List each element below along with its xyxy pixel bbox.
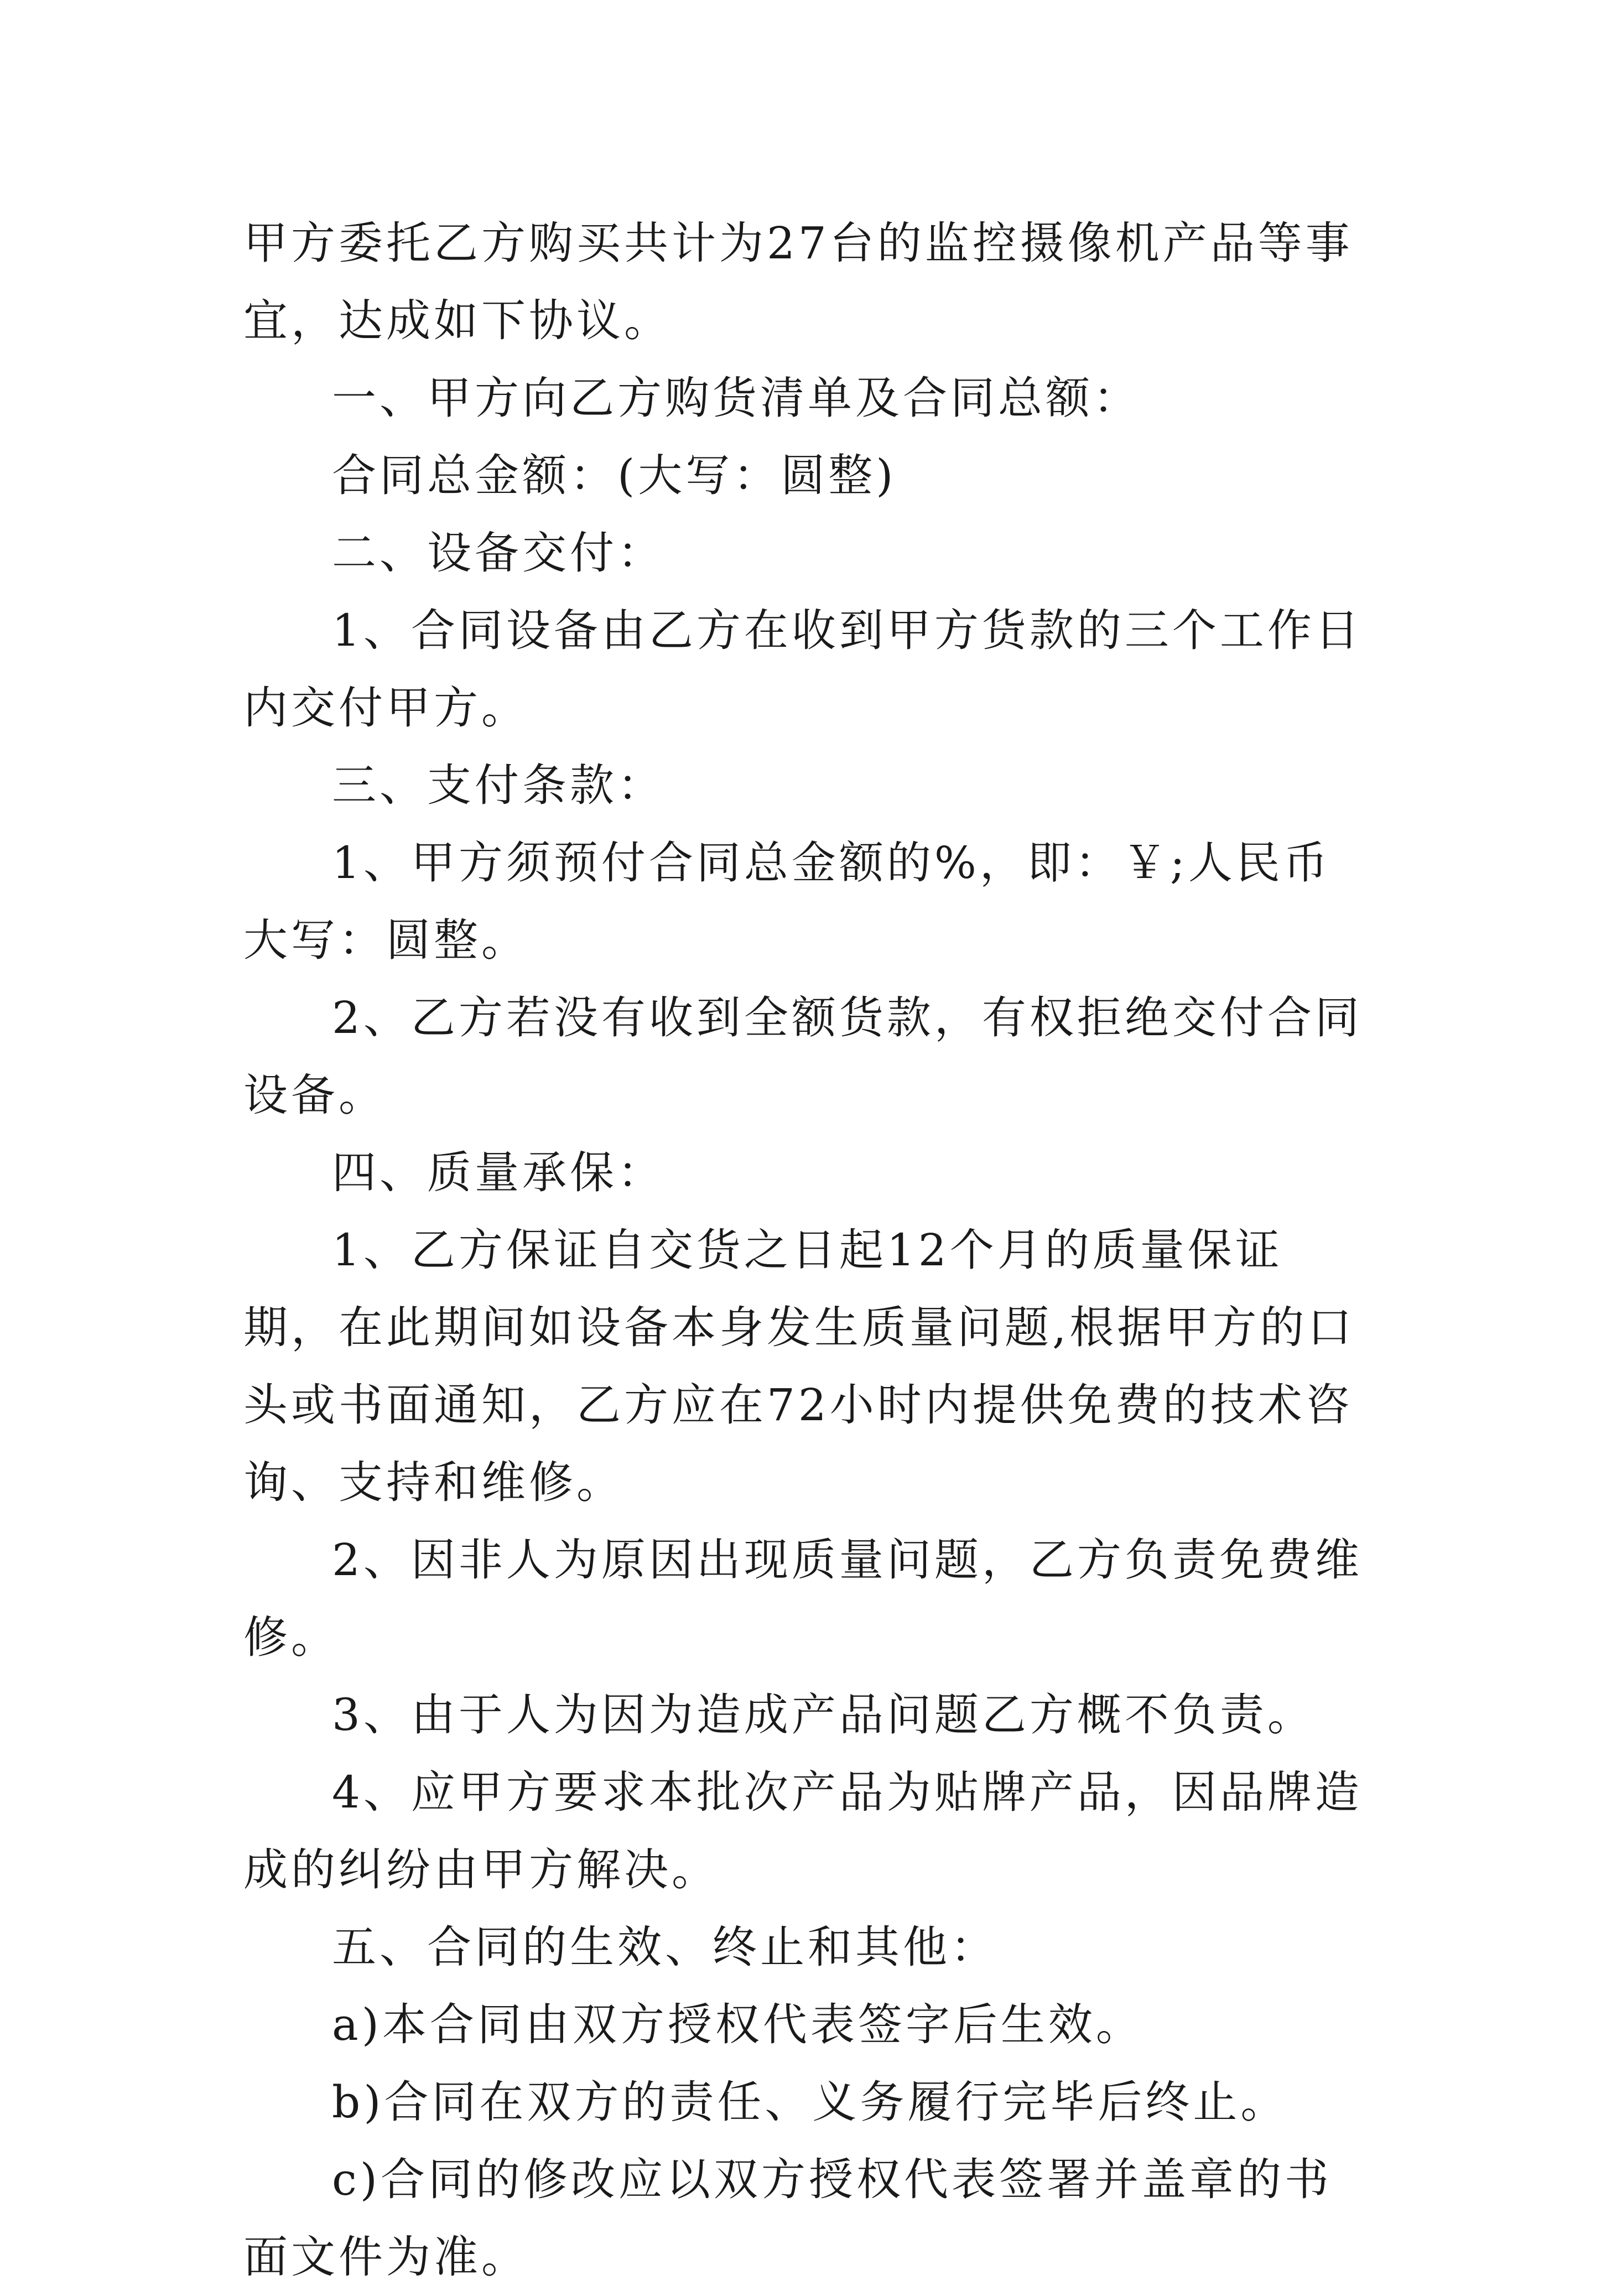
warranty-clause-4: 4、应甲方要求本批次产品为贴牌产品，因品牌造成的纠纷由甲方解决。 [243, 1767, 1363, 1895]
warranty-clause-3: 3、由于人为因为造成产品问题乙方概不负责。 [332, 1689, 1315, 1741]
payment-clause-1: 1、甲方须预付合同总金额的%，即：￥;人民币大写：圆整。 [243, 837, 1331, 966]
delivery-clause-1: 1、合同设备由乙方在收到甲方货款的三个工作日内交付甲方。 [243, 605, 1363, 734]
payment-clause-2: 2、乙方若没有收到全额货款，有权拒绝交付合同设备。 [243, 992, 1363, 1121]
section-1-heading: 一、甲方向乙方购货清单及合同总额： [332, 372, 1141, 424]
warranty-clause-1: 1、乙方保证自交货之日起12个月的质量保证期，在此期间如设备本身发生质量问题,根据甲方的口头或书面通知，乙方应在72小时内提供免费的技术咨询、支持和维修。 [243, 1224, 1355, 1508]
contract-total-amount: 合同总金额：(大写：圆整) [332, 450, 897, 501]
section-2-heading: 二、设备交付： [332, 527, 665, 579]
paragraph-intro: 甲方委托乙方购买共计为27台的监控摄像机产品等事宜，达成如下协议。 [243, 217, 1353, 346]
contract-body [243, 205, 1378, 2296]
section-3-heading: 三、支付条款： [332, 760, 665, 811]
section-4-heading: 四、质量承保： [332, 1147, 665, 1198]
effect-clause-c: c)合同的修改应以双方授权代表签署并盖章的书面文件为准。 [243, 2154, 1333, 2283]
section-5-heading: 五、合同的生效、终止和其他： [332, 1921, 998, 1973]
warranty-clause-2: 2、因非人为原因出现质量问题，乙方负责免费维修。 [243, 1534, 1363, 1663]
effect-clause-b: b)合同在双方的责任、义务履行完毕后终止。 [332, 2076, 1288, 2128]
effect-clause-a: a)本合同由双方授权代表签字后生效。 [332, 1999, 1143, 2050]
